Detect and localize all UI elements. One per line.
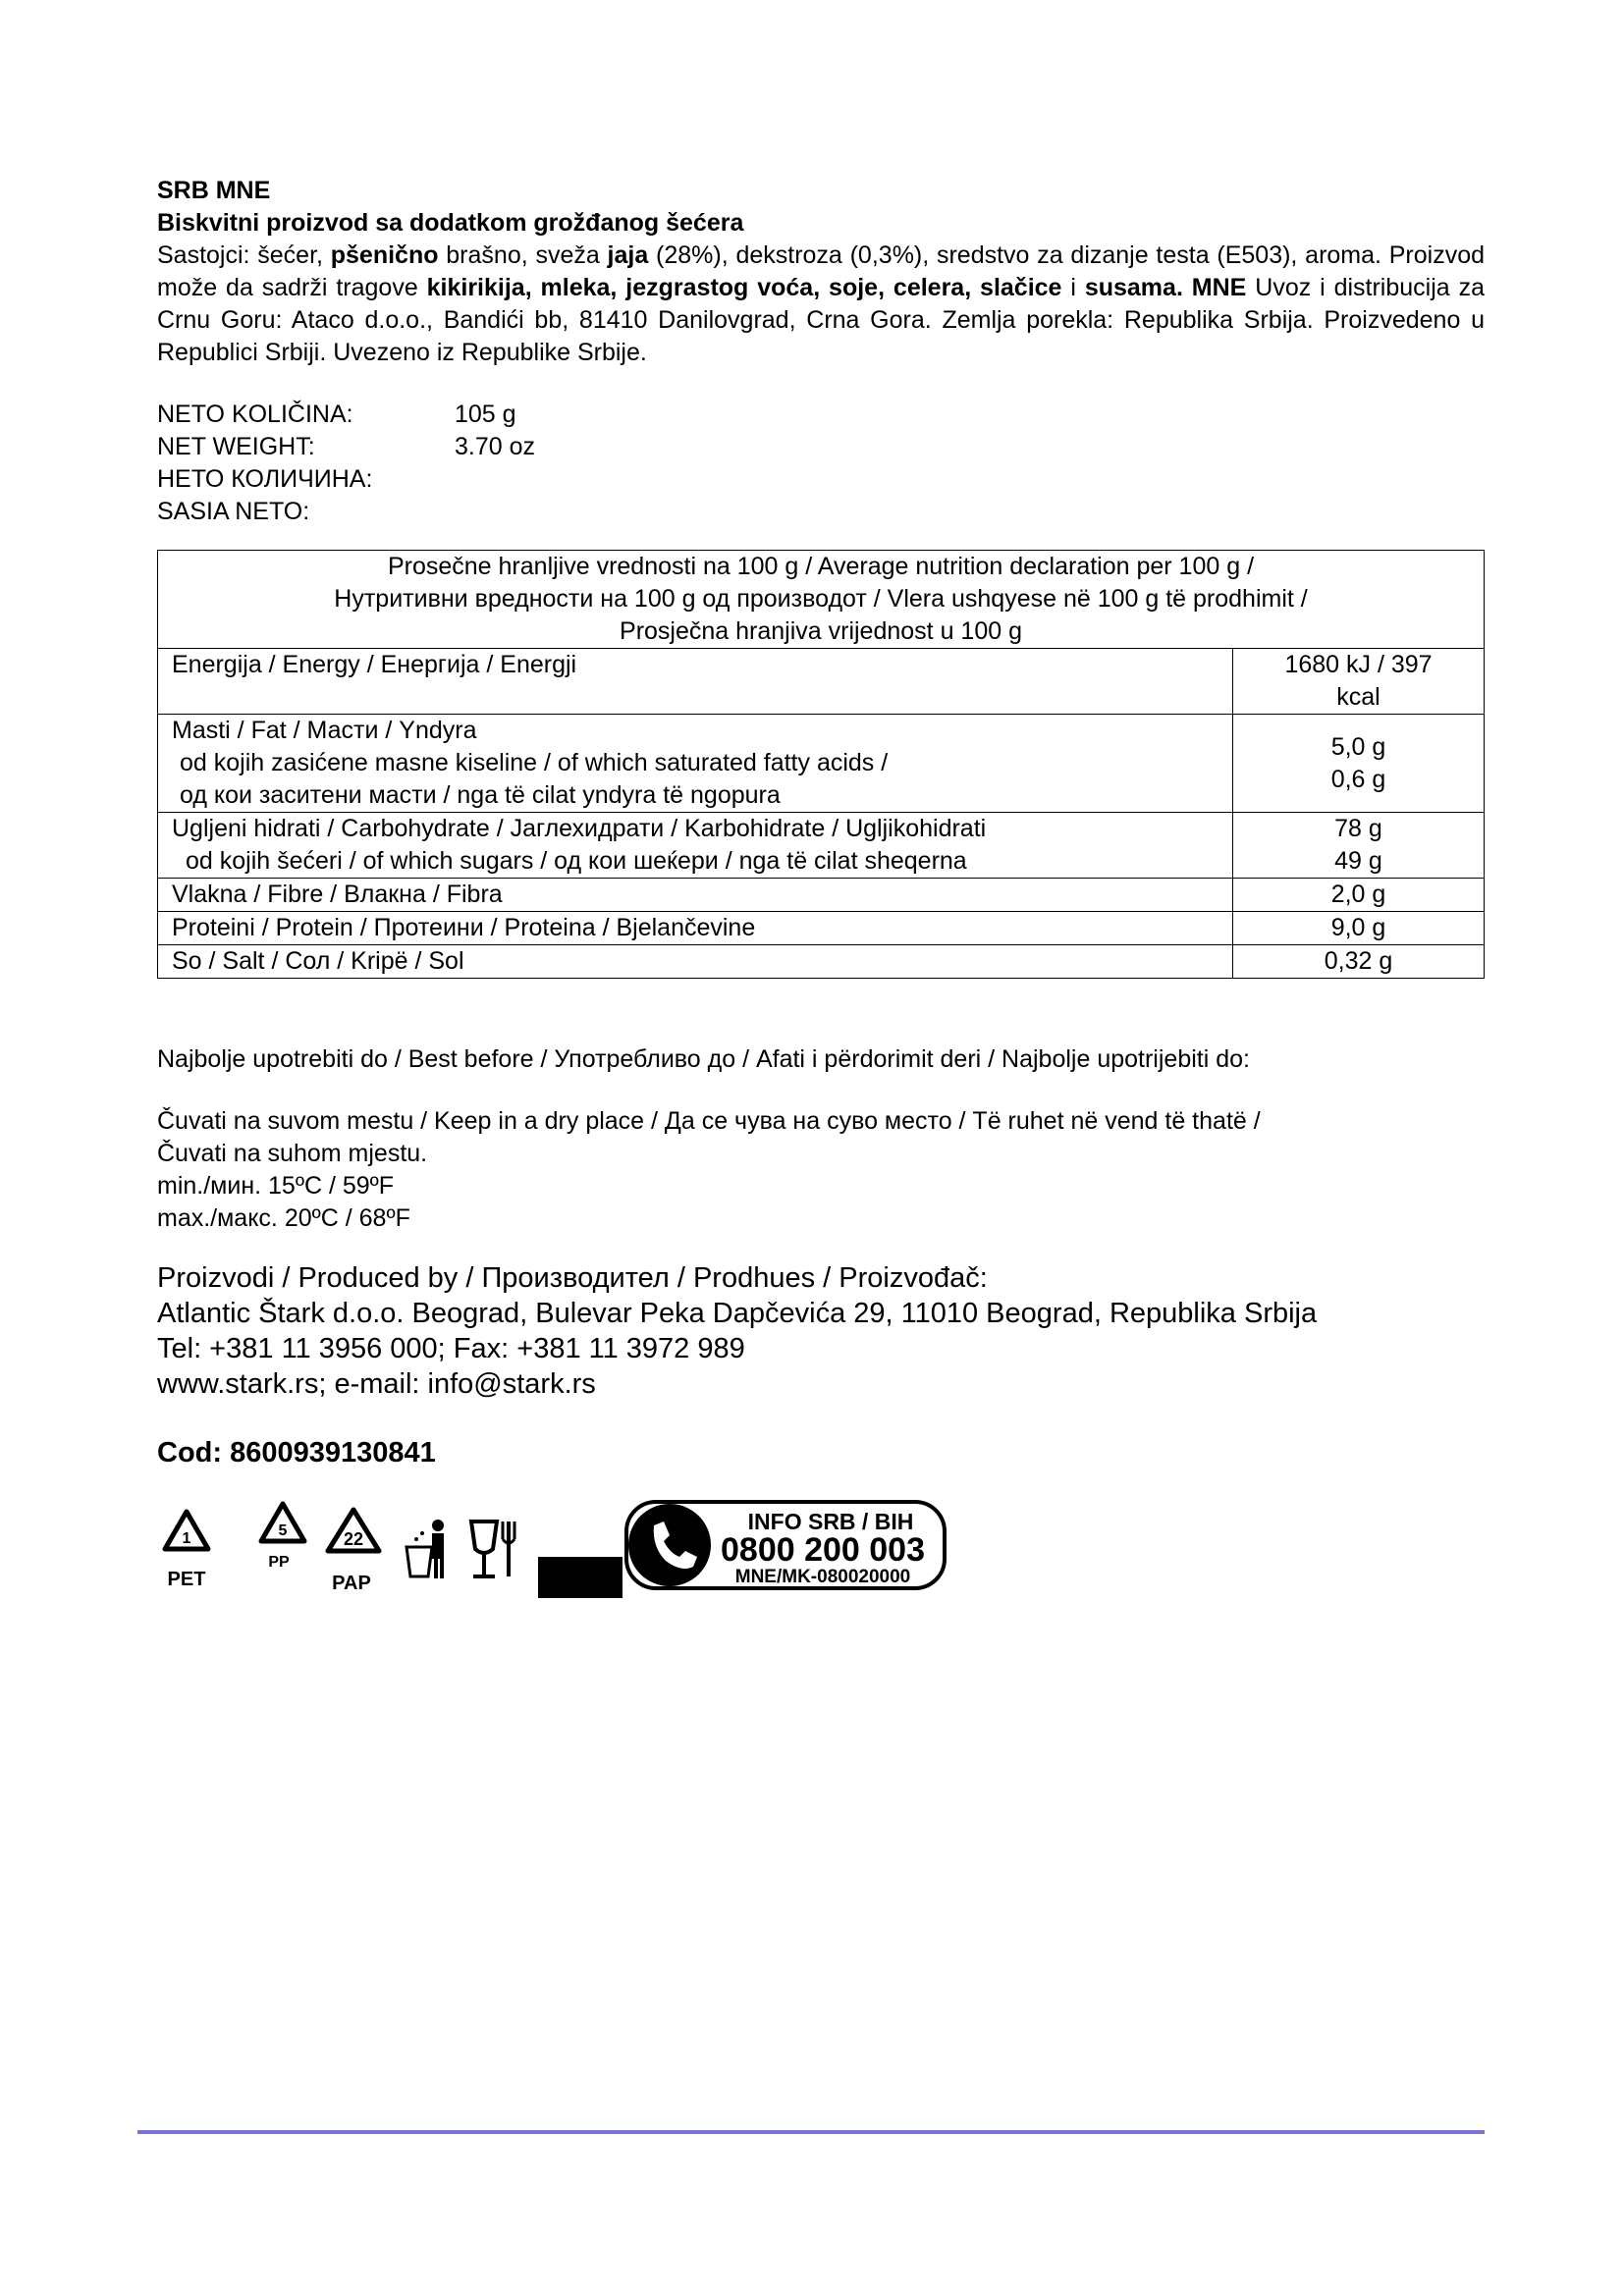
svg-text:INFO SRB / BIH: INFO SRB / BIH xyxy=(747,1509,914,1534)
svg-text:1: 1 xyxy=(182,1530,191,1547)
footer-line xyxy=(137,2130,1485,2134)
fat-value: 5,0 g 0,6 g xyxy=(1233,715,1485,813)
svg-text:PAP: PAP xyxy=(332,1573,371,1594)
product-code: Cod: 8600939130841 xyxy=(157,1437,436,1468)
market-codes: SRB MNE xyxy=(157,177,271,204)
energy-label: Energija / Energy / Енергија / Energji xyxy=(158,649,1233,715)
net-quantity-block xyxy=(157,399,1485,528)
nutrition-title: Prosečne hranljive vrednosti na 100 g / Average nutrition declaration per 100 g / Нутритивни вредности на 100 g од производот / Vlera ushqyese në 100 g të prodhimit / Prosječna hranjiva vrijednost u 100 g xyxy=(158,551,1485,649)
net-row: NET WEIGHT: 3.70 oz xyxy=(157,433,536,460)
net-row: NETO KOLIČINA: 105 g xyxy=(157,400,516,428)
table-header-row xyxy=(158,551,1485,649)
nutrition-table xyxy=(157,550,1485,979)
producer-info: Proizvodi / Produced by / Производител / Prodhues / Proizvođač: Atlantic Štark d.o.o. Beograd, Bulevar Peka Dapčevića 29, 11010 Beograd, Republika Srbija Tel: +381 11 3956 000; Fax: +381 11 3972 989 www.stark.rs; e-mail: info@stark.rs xyxy=(157,1262,1318,1400)
energy-value: 1680 kJ / 397 kcal xyxy=(1233,649,1485,715)
carbohydrate-value: 78 g 49 g xyxy=(1233,813,1485,879)
fibre-label: Vlakna / Fibre / Влакна / Fibra xyxy=(158,879,1233,912)
recycle-pap-icon xyxy=(328,1510,379,1594)
recycle-pp-icon xyxy=(261,1504,304,1571)
product-name: Biskvitni proizvod sa dodatkom grožđanog šećera xyxy=(157,209,744,237)
label-document xyxy=(157,175,1485,1469)
best-before-text: Najbolje upotrebiti do / Best before / Употребливо до / Afati i përdorimit deri / Najbolje upotrijebiti do: xyxy=(157,1045,1250,1073)
svg-text:22: 22 xyxy=(343,1529,364,1549)
protein-label: Proteini / Protein / Протеини / Proteina / Bjelančevine xyxy=(158,912,1233,945)
svg-text:PET: PET xyxy=(167,1569,206,1590)
info-phone-badge xyxy=(626,1502,945,1588)
symbols-row xyxy=(157,1500,962,1598)
salt-label: So / Salt / Сол / Kripë / Sol xyxy=(158,945,1233,979)
table-row-protein xyxy=(158,912,1485,945)
storage-instructions: Čuvati na suvom mestu / Keep in a dry place / Да се чува на суво место / Të ruhet në vend të thatë / Čuvati na suhom mjestu. min./мин. 15ºC / 59ºF max./макс. 20ºC / 68ºF xyxy=(157,1107,1261,1232)
table-row-fibre xyxy=(158,879,1485,912)
table-row-salt xyxy=(158,945,1485,979)
table-row-fat xyxy=(158,715,1485,813)
ingredients-text: Sastojci: šećer, pšenično brašno, sveža jaja (28%), dekstroza (0,3%), sredstvo za dizanje testa (E503), aroma. Proizvod može da sadrži tragove kikirikija, mleka, jezgrastog voća, soje, celera, slačice i susama. MNE Uvoz i distribucija za Crnu Goru: Ataco d.o.o., Bandići bb, 81410 Danilovgrad, Crna Gora. Zemlja porekla: Republika Srbija. Proizvedeno u Republici Srbiji. Uvezeno iz Republike Srbije. xyxy=(157,241,1486,366)
svg-text:5: 5 xyxy=(278,1522,288,1539)
fibre-value: 2,0 g xyxy=(1233,879,1485,912)
svg-text:PP: PP xyxy=(268,1554,290,1571)
svg-text:0800 200 003: 0800 200 003 xyxy=(721,1531,925,1569)
dispose-in-bin-icon xyxy=(406,1520,444,1578)
carbohydrate-label: Ugljeni hidrati / Carbohydrate / Јаглехидрати / Karbohidrate / Ugljikohidrati od kojih šećeri / of which sugars / од кои шеќери / nga të cilat sheqerna xyxy=(158,813,1233,879)
table-row-carbohydrate xyxy=(158,813,1485,879)
recycle-pet-icon xyxy=(165,1512,208,1590)
table-row-energy xyxy=(158,649,1485,715)
protein-value: 9,0 g xyxy=(1233,912,1485,945)
svg-text:MNE/MK-080020000: MNE/MK-080020000 xyxy=(734,1567,911,1587)
black-block xyxy=(538,1557,623,1598)
fat-label: Masti / Fat / Масти / Yndyra od kojih zasićene masne kiseline / of which saturated fatty acids / од кои заситени масти / nga të cilat yndyra të ngopura xyxy=(158,715,1233,813)
net-row: SASIA NETO: xyxy=(157,498,310,525)
salt-value: 0,32 g xyxy=(1233,945,1485,979)
net-row: НЕТО КОЛИЧИНА: xyxy=(157,465,373,493)
food-contact-icon xyxy=(471,1522,514,1576)
